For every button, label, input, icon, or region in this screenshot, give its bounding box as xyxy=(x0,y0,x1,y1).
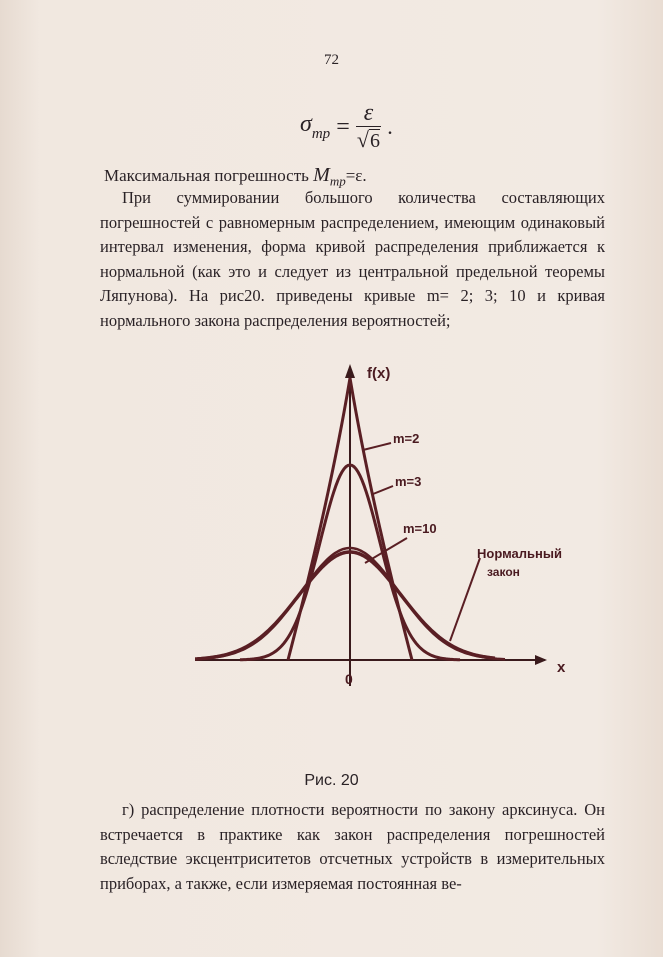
leader-normal xyxy=(450,558,480,641)
max-error-sub: тр xyxy=(329,173,346,189)
paragraph-arcsine: г) распределение плотности вероятности по закону арксинуса. Он встречается в практике как закон распределения погрешностей вследствие эксцентриситетов отсчетных устройств в измерительных приборах, а также, если измеряемая постоянная ве- xyxy=(100,800,605,893)
max-error-line: Максимальная погрешность $M_{тр}=\varepsilon$. xyxy=(104,164,367,189)
y-axis-label: f(x) xyxy=(367,365,391,382)
sigma-formula xyxy=(300,100,393,154)
label-normal-line1: Нормальный xyxy=(477,546,562,561)
x-axis-label: x xyxy=(557,659,566,676)
leader-m3 xyxy=(373,486,393,494)
formula-lhs: $\sigma_{тр}$ xyxy=(300,111,331,142)
page-number: 72 xyxy=(324,52,339,68)
radical-sign: √ xyxy=(356,127,369,152)
label-normal-line2: закон xyxy=(487,565,520,579)
y-axis-arrow xyxy=(345,364,355,378)
formula-denominator xyxy=(357,127,380,154)
formula-equals: = xyxy=(336,113,350,140)
max-error-suffix: =ε. xyxy=(345,166,367,185)
radicand: 6 xyxy=(370,130,380,152)
distribution-curves-figure xyxy=(195,358,590,698)
label-m10: m=10 xyxy=(403,521,437,536)
x-axis-arrow xyxy=(535,655,547,665)
paragraph-summation: При суммировании большого количества составляющих погрешностей с равномерным распределением, имеющим одинаковый интервал изменения, форма кривой распределения приближается к нормальной (как это и следует из центральной предельной теоремы Ляпунова). На рис20. приведены кривые m= 2; 3; 10 и кривая нормального закона распределения вероятностей; xyxy=(100,188,605,330)
formula-fraction xyxy=(356,100,381,154)
formula-numerator: ε xyxy=(356,100,381,127)
curve-m10 xyxy=(195,552,495,659)
max-error-symbol: M xyxy=(313,164,330,186)
curve-normal xyxy=(205,548,505,659)
label-m2: m=2 xyxy=(393,431,420,446)
origin-label: 0 xyxy=(345,671,353,687)
formula-end: . xyxy=(387,114,393,139)
formula-lhs-sub: тр xyxy=(311,126,331,142)
leader-m2 xyxy=(363,443,391,450)
label-m3: m=3 xyxy=(395,474,422,489)
figure-caption: Рис. 20 xyxy=(304,772,359,789)
